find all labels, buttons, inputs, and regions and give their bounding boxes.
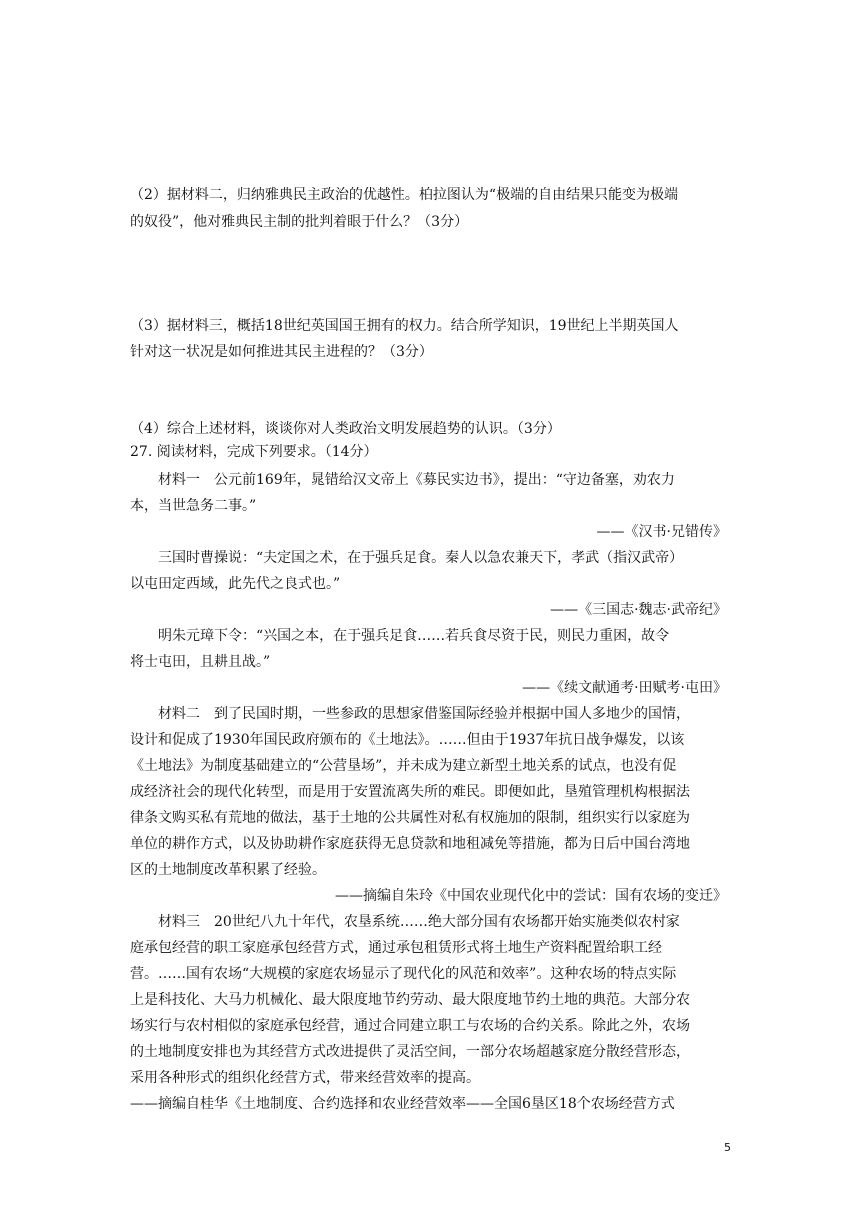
material-3-source: ——摘编自桂华《土地制度、合约选择和农业经营效率——全国6垦区18个农场经营方式	[130, 1096, 675, 1112]
material-1-para-2-line-1: 三国时曹操说：“夫定国之术，在于强兵足食。秦人以急农兼天下，孝武（指汉武帝）	[158, 550, 684, 566]
material-3-line-5: 场实行与农村相似的家庭承包经营，通过合同建立职工与农场的合约关系。除此之外，农场	[130, 1018, 690, 1034]
material-2-line-2: 设计和促成了1930年国民政府颁布的《土地法》。……但由于1937年抗日战争爆发，以该	[130, 732, 685, 748]
question-2-line-1: （2）据材料二，归纳雅典民主政治的优越性。柏拉图认为“极端的自由结果只能变为极端	[130, 187, 679, 203]
material-3-line-1: 材料三 20世纪八九十年代，农垦系统……绝大部分国有农场都开始实施类似农村家	[158, 914, 680, 930]
material-2-line-1: 材料二 到了民国时期，一些参政的思想家借鉴国际经验并根据中国人多地少的国情，	[158, 706, 690, 722]
question-4: （4）综合上述材料，谈谈你对人类政治文明发展趋势的认识。（3分）	[130, 421, 561, 437]
material-1-para-3-line-1: 明朱元璋下令：“兴国之本，在于强兵足食……若兵食尽资于民，则民力重困，故令	[158, 628, 670, 644]
material-2-line-7: 区的土地制度改革积累了经验。	[130, 862, 326, 878]
material-2-line-5: 律条文购买私有荒地的做法，基于土地的公共属性对私有权施加的限制，组织实行以家庭为	[130, 810, 690, 826]
material-3-line-2: 庭承包经营的职工家庭承包经营方式，通过承包租赁形式将土地生产资料配置给职工经	[130, 940, 662, 956]
material-3-line-6: 的土地制度安排也为其经营方式改进提供了灵活空间，一部分农场超越家庭分散经营形态，	[130, 1044, 690, 1060]
material-1-para-2-line-2: 以屯田定西域，此先代之良式也。”	[130, 576, 341, 592]
material-3-line-4: 上是科技化、大马力机械化、最大限度地节约劳动、最大限度地节约土地的典范。大部分农	[130, 992, 690, 1008]
question-2-line-2: 的奴役”，他对雅典民主制的批判着眼于什么？（3分）	[130, 214, 469, 230]
material-1-source-3: ——《续文献通考·田赋考·屯田》	[522, 680, 727, 696]
question-27-heading: 27. 阅读材料，完成下列要求。（14分）	[130, 444, 378, 460]
material-1-para-3-line-2: 将士屯田，且耕且战。”	[130, 654, 271, 670]
question-3-line-1: （3）据材料三，概括18世纪英国国王拥有的权力。结合所学知识，19世纪上半期英国人	[130, 318, 679, 334]
material-3-line-3: 营。……国有农场“大规模的家庭农场显示了现代化的风范和效率”。这种农场的特点实际	[130, 966, 677, 982]
material-1-para-1-line-2: 本，当世急务二事。”	[130, 498, 257, 514]
material-2-line-4: 成经济社会的现代化转型，而是用于安置流离失所的难民。即便如此，垦殖管理机构根据法	[130, 784, 690, 800]
material-1-para-1-line-1: 材料一 公元前169年，晁错给汉文帝上《募民实边书》，提出：“守边备塞，劝农力	[158, 472, 675, 488]
material-3-line-7: 采用各种形式的组织化经营方式，带来经营效率的提高。	[130, 1070, 480, 1086]
material-2-source: ——摘编自朱玲《中国农业现代化中的尝试：国有农场的变迁》	[335, 888, 727, 904]
material-2-line-6: 单位的耕作方式，以及协助耕作家庭获得无息贷款和地租减免等措施，都为日后中国台湾地	[130, 836, 690, 852]
material-1-source-2: ——《三国志·魏志·武帝纪》	[550, 602, 727, 618]
page-number: 5	[724, 1141, 731, 1154]
question-3-line-2: 针对这一状况是如何推进其民主进程的？（3分）	[130, 344, 433, 360]
material-1-source-1: ——《汉书·兄错传》	[596, 524, 727, 540]
material-2-line-3: 《土地法》为制度基础建立的“公营垦场”，并未成为建立新型土地关系的试点，也没有促	[130, 758, 677, 774]
